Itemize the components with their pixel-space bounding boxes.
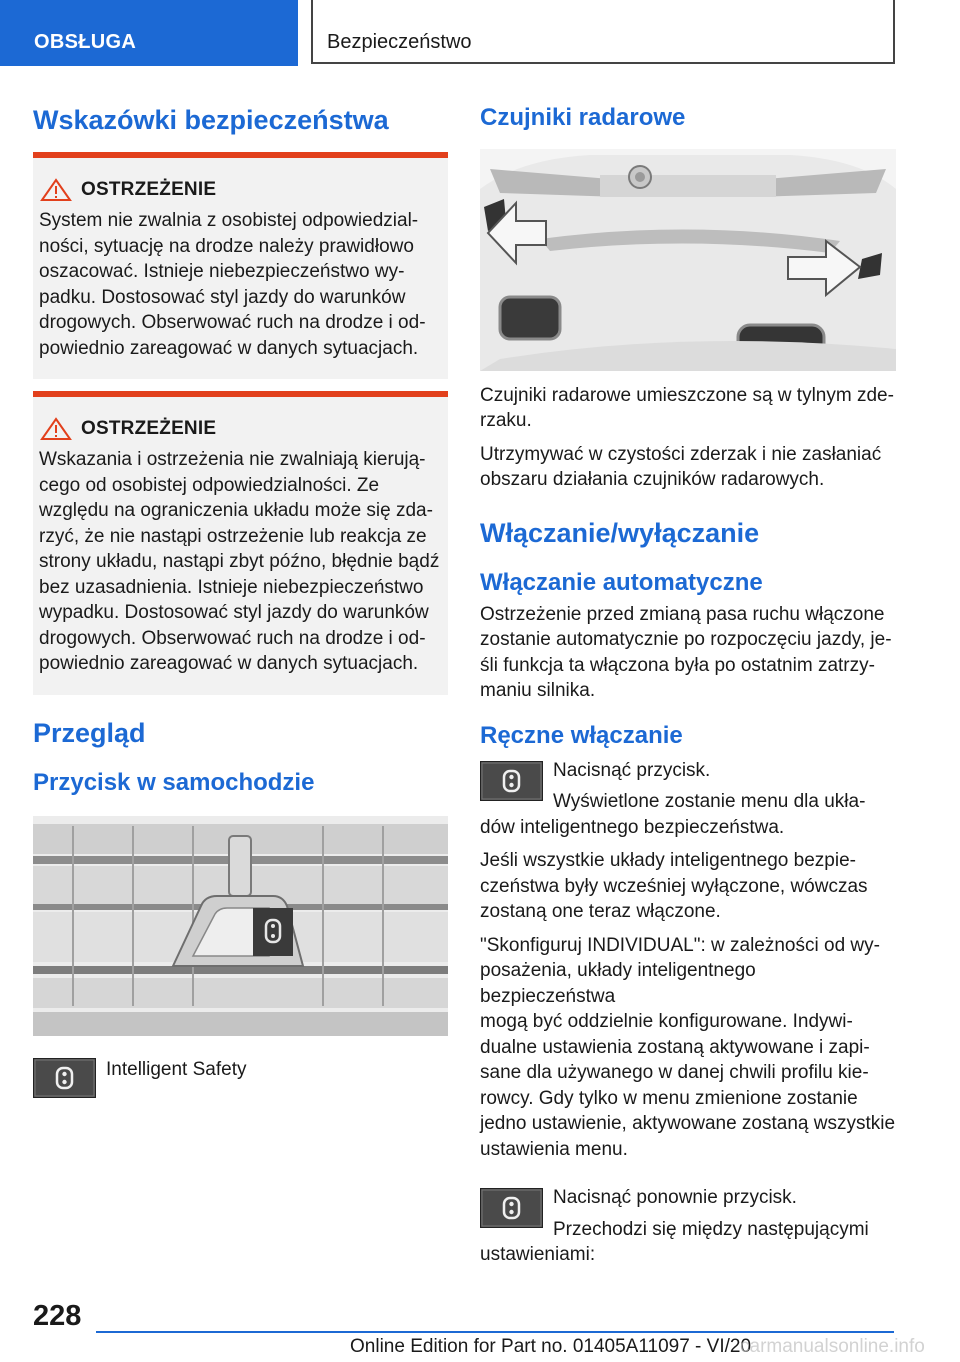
warning-triangle-icon bbox=[39, 178, 73, 202]
button-in-car-heading: Przycisk w samochodzie bbox=[33, 769, 315, 797]
again-step-row bbox=[480, 1188, 896, 1242]
again-step-2: Przechodzi się między następującymi bbox=[553, 1218, 869, 1240]
intelligent-safety-button-icon bbox=[480, 1188, 543, 1228]
warning-box-1 bbox=[33, 152, 448, 379]
section-tab: OBSŁUGA bbox=[0, 0, 298, 66]
manual-step-2: Wyświetlone zostanie menu dla ukła- bbox=[553, 791, 866, 813]
again-step-1: Nacisnąć ponownie przycisk. bbox=[553, 1187, 797, 1209]
warning-text: Wskazania i ostrzeżenia nie zwalniają kierują- cego od osobistej odpowiedzialności. Ze względu na ograniczenia układu może się zda- rzyć, że nie nastąpi ostrzeżenie lub reakcja ze strony układu, nastąpi zbyt późno, błędnie bądź bez uzasadnienia. Istnieje niebezpieczeństwo wypadku. Dostosować styl jazdy do warunków drogowych. Obserwować ruch na drodze i od- powiednio zareagować w danych sytuacjach. bbox=[39, 449, 440, 675]
console-button-photo bbox=[33, 816, 448, 1036]
page-number: 228 bbox=[33, 1300, 82, 1332]
auto-on-heading: Włączanie automatyczne bbox=[480, 569, 763, 597]
auto-on-paragraph: Ostrzeżenie przed zmianą pasa ruchu włączone zostanie automatycznie po rozpoczęciu jazdy, je- śli funkcja ta włączona była po ostatnim zatrzy- maniu silnika. bbox=[480, 603, 892, 702]
chapter-title: Bezpieczeństwo bbox=[311, 0, 895, 64]
manual-paragraph-4: "Skonfiguruj INDIVIDUAL": w zależności od wy- posażenia, układy inteligentnego bezpieczeństwa mogą być oddzielnie konfigurowane. Indywi- dualne ustawienia zostaną aktywowane i zapi- sane dla używanego w danej chwili profilu kie- rowcy. Gdy tylko w menu zmienione zostanie jedno ustawienie, aktywowane zostaną wszystkie ustawienia menu. bbox=[480, 934, 896, 1160]
on-off-heading: Włączanie/wyłączanie bbox=[480, 517, 760, 548]
manual-step-2-cont: dów inteligentnego bezpieczeństwa. bbox=[480, 816, 785, 838]
left-column bbox=[33, 100, 448, 1098]
warning-title: OSTRZEŻENIE bbox=[81, 179, 217, 201]
button-label: Intelligent Safety bbox=[106, 1059, 247, 1081]
manual-on-heading: Ręczne włączanie bbox=[480, 721, 683, 749]
intelligent-safety-button-icon bbox=[33, 1058, 96, 1098]
rear-bumper-radar-photo bbox=[480, 149, 896, 371]
manual-step-1: Nacisnąć przycisk. bbox=[553, 759, 711, 781]
manual-paragraph-3: Jeśli wszystkie układy inteligentnego bezpie- czeństwa były wcześniej wyłączone, wówczas zostaną one teraz włączone. bbox=[480, 850, 868, 923]
intelligent-safety-button-icon bbox=[480, 761, 543, 801]
warning-triangle-icon bbox=[39, 417, 73, 441]
warning-text: System nie zwalnia z osobistej odpowiedzial- ności, sytuację na drodze należy prawidłowo oszacować. Istnieje niebezpieczeństwo wy- padku. Dostosować styl jazdy do warunków drogowych. Obserwować ruch na drodze i od- powiednio zareagować w danych sytuacjach. bbox=[39, 210, 426, 359]
watermark: carmanualsonline.info bbox=[740, 1336, 925, 1357]
right-column bbox=[480, 100, 896, 1268]
radar-paragraph-2: Utrzymywać w czystości zderzak i nie zasłaniać obszaru działania czujników radarowych. bbox=[480, 443, 882, 491]
warning-box-2 bbox=[33, 391, 448, 695]
radar-sensors-heading: Czujniki radarowe bbox=[480, 104, 686, 131]
button-legend-row bbox=[33, 1058, 448, 1098]
overview-heading: Przegląd bbox=[33, 717, 146, 748]
warning-title: OSTRZEŻENIE bbox=[81, 418, 217, 440]
manual-step-row bbox=[480, 761, 896, 815]
radar-paragraph-1: Czujniki radarowe umieszczone są w tylnym zde- rzaku. bbox=[480, 384, 894, 432]
edition-text: Online Edition for Part no. 01405A11097 - VI/20 bbox=[350, 1336, 752, 1357]
footer-rule bbox=[96, 1331, 894, 1333]
again-step-2-cont: ustawieniami: bbox=[480, 1244, 596, 1266]
page-header bbox=[0, 0, 960, 66]
safety-notes-heading: Wskazówki bezpieczeństwa bbox=[33, 105, 389, 135]
